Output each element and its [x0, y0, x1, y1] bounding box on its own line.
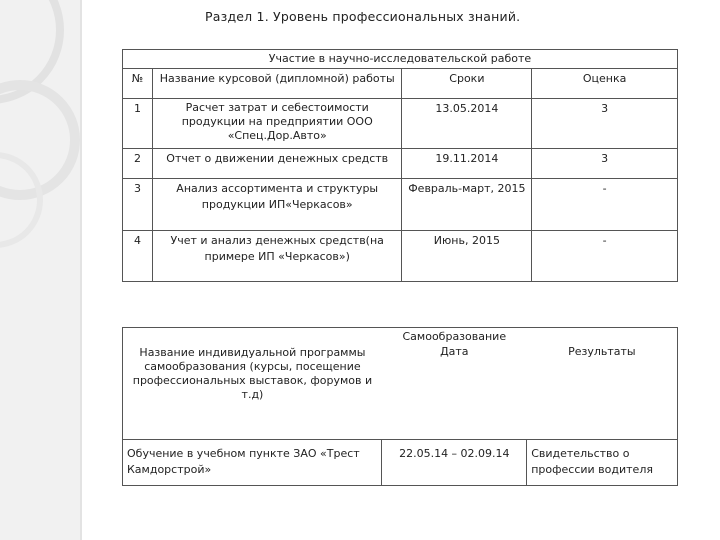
header-date: Дата: [440, 345, 469, 358]
row-number: 3: [123, 179, 153, 231]
row-dates: Июнь, 2015: [402, 231, 532, 282]
page-title: Раздел 1. Уровень профессиональных знаний.: [205, 9, 521, 24]
row-work-title: Анализ ассортимента и структуры продукции ИП«Черкасов»: [152, 179, 402, 231]
self-ed-header-program-cell: [123, 328, 382, 440]
self-ed-header-date-cell: [382, 328, 527, 440]
header-number: №: [123, 69, 153, 99]
table-row: [123, 440, 678, 486]
self-ed-caption: Самообразование: [402, 330, 507, 343]
row-program: Обучение в учебном пункте ЗАО «Трест Камдорстрой»: [123, 440, 382, 486]
decorative-sidebar: [0, 0, 82, 540]
row-number: 1: [123, 99, 153, 149]
row-result: Свидетельство о профессии водителя: [527, 440, 678, 486]
row-dates: Февраль-март, 2015: [402, 179, 532, 231]
self-education-table: [122, 327, 678, 486]
row-number: 4: [123, 231, 153, 282]
research-table: [122, 49, 678, 282]
table-row: [123, 99, 678, 149]
decorative-rings: [0, 0, 80, 540]
row-grade: -: [532, 231, 678, 282]
table-row: [123, 149, 678, 179]
table-row: [123, 231, 678, 282]
row-work-title: Отчет о движении денежных средств: [152, 149, 402, 179]
row-grade: 3: [532, 149, 678, 179]
header-results: Результаты: [527, 328, 678, 440]
research-caption: Участие в научно-исследовательской работе: [123, 50, 678, 69]
header-dates: Сроки: [402, 69, 532, 99]
row-number: 2: [123, 149, 153, 179]
row-grade: 3: [532, 99, 678, 149]
row-work-title: Учет и анализ денежных средств(на примере ИП «Черкасов»): [152, 231, 402, 282]
header-program: Название индивидуальной программы самообразования (курсы, посещение профессиональных выставок, форумов и т.д): [132, 346, 373, 401]
header-work-title: Название курсовой (дипломной) работы: [152, 69, 402, 99]
row-date: 22.05.14 – 02.09.14: [382, 440, 527, 486]
row-dates: 13.05.2014: [402, 99, 532, 149]
row-grade: -: [532, 179, 678, 231]
row-dates: 19.11.2014: [402, 149, 532, 179]
row-work-title: Расчет затрат и себестоимости продукции на предприятии ООО «Спец.Дор.Авто»: [152, 99, 402, 149]
table-row: [123, 179, 678, 231]
header-grade: Оценка: [532, 69, 678, 99]
